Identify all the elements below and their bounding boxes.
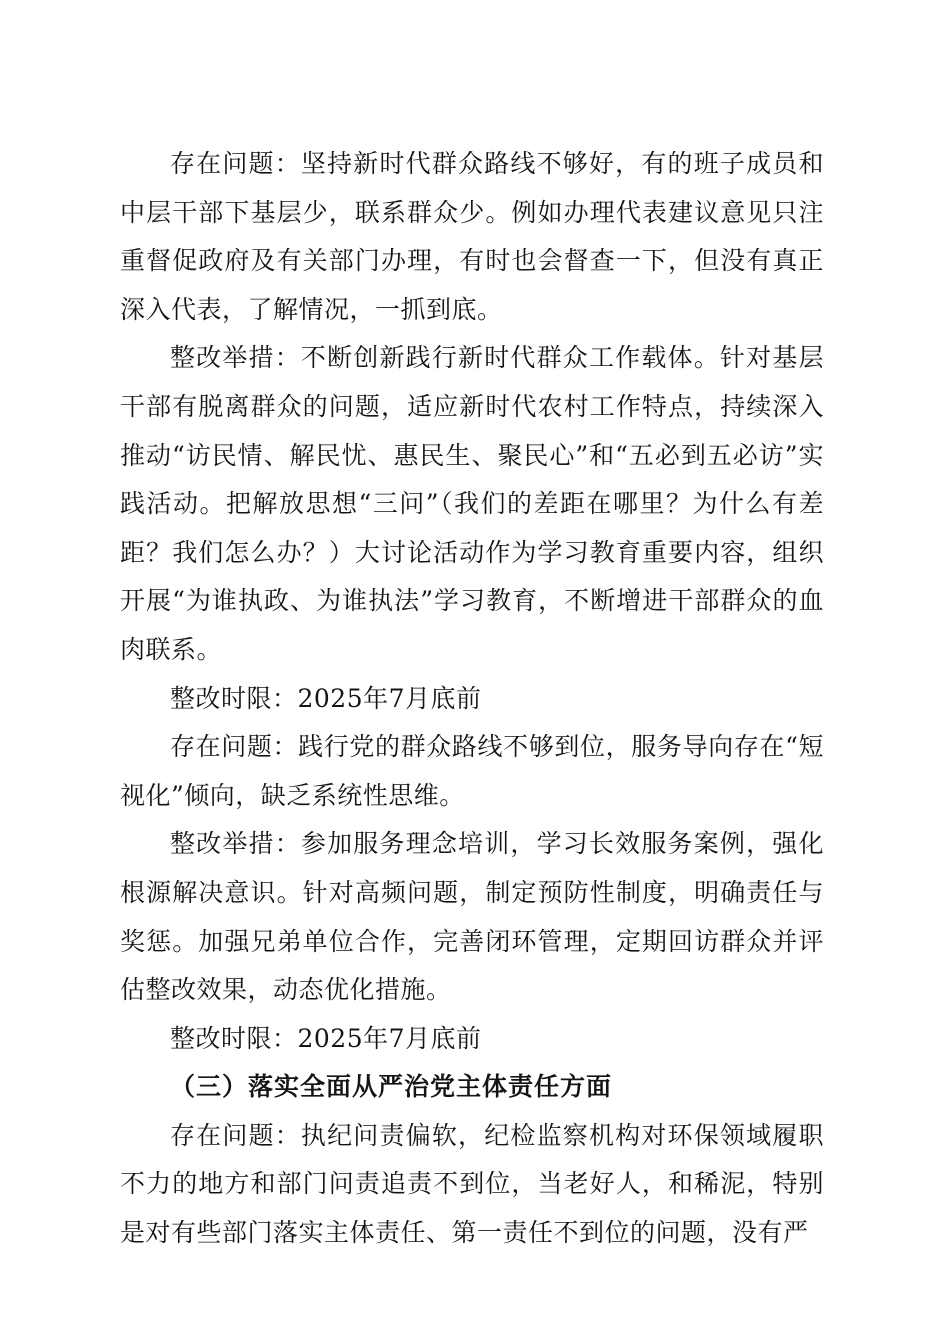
paragraph-deadline-1: 整改时限：2025年7月底前 bbox=[170, 683, 482, 713]
paragraph-measure-2: 整改举措：参加服务理念培训，学习长效服务案例，强化根源解决意识。针对高频问题，制定预防性制度，明确责任与奖惩。加强兄弟单位合作，完善闭环管理，定期回访群众并评估整改效果，动态优化措施。 bbox=[120, 829, 824, 1005]
paragraph-problem-1: 存在问题：坚持新时代群众路线不够好，有的班子成员和中层干部下基层少，联系群众少。例如办理代表建议意见只注重督促政府及有关部门办理，有时也会督查一下，但没有真正深入代表，了解情况，一抓到底。 bbox=[120, 149, 824, 324]
paragraph-problem-2: 存在问题：践行党的群众路线不够到位，服务导向存在“短视化”倾向，缺乏系统性思维。 bbox=[120, 732, 824, 810]
paragraph-deadline-2: 整改时限：2025年7月底前 bbox=[170, 1023, 482, 1053]
section-heading-3: （三）落实全面从严治党主体责任方面 bbox=[170, 1072, 613, 1102]
document-body bbox=[120, 140, 824, 1258]
paragraph-problem-3: 存在问题：执纪问责偏软，纪检监察机构对环保领域履职不力的地方和部门问责追责不到位，当老好人，和稀泥，特别是对有些部门落实主体责任、第一责任不到位的问题，没有严 bbox=[120, 1120, 824, 1248]
paragraph-measure-1: 整改举措：不断创新践行新时代群众工作载体。针对基层干部有脱离群众的问题，适应新时代农村工作特点，持续深入推动“访民情、解民忧、惠民生、聚民心”和“五必到五必访”实践活动。把解放思想“三问”（我们的差距在哪里？为什么有差距？我们怎么办？）大讨论活动作为学习教育重要内容，组织开展“为谁执政、为谁执法”学习教育，不断增进干部群众的血肉联系。 bbox=[120, 343, 824, 664]
